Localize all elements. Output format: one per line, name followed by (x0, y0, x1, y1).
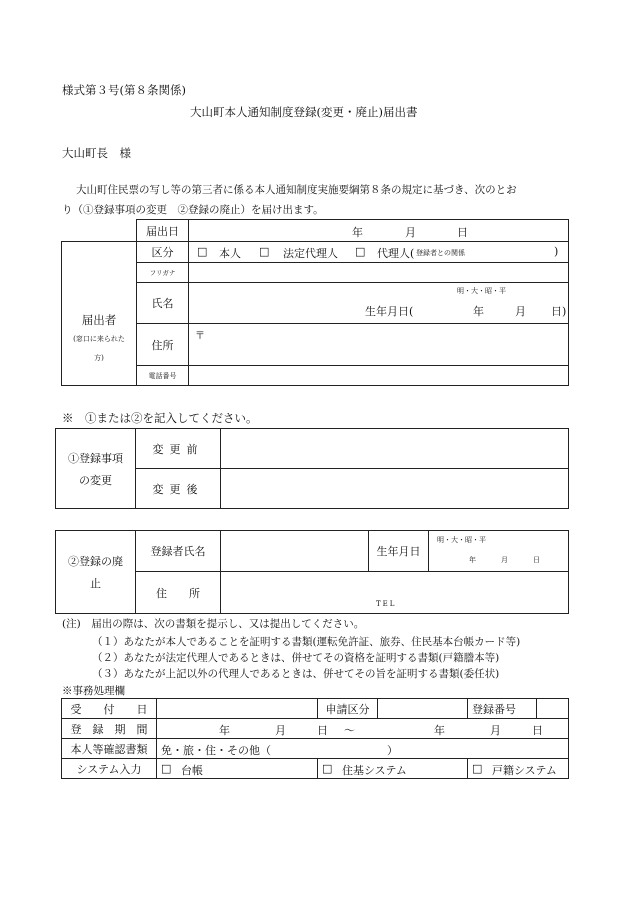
furigana-label: フリガナ (137, 263, 189, 283)
system-juki: 住基システム (342, 764, 407, 777)
registrant-name-field[interactable] (221, 531, 369, 572)
system-input-label: システム入力 (62, 759, 157, 779)
notifier-label: 届出者 (81, 313, 117, 327)
change-label-1: ①登録事項 (68, 451, 123, 465)
abolish-table (55, 530, 569, 614)
option-legal-rep: 法定代理人 (283, 247, 338, 260)
abolish-birth-field[interactable] (429, 531, 569, 572)
abolish-day: 日 (533, 556, 540, 564)
period-end-day: 日 (532, 724, 543, 737)
period-start-month: 月 (275, 724, 286, 737)
tel-label: TEL (376, 600, 397, 608)
furigana-field[interactable] (189, 263, 569, 283)
phone-label: 電話番号 (137, 366, 189, 386)
before-field[interactable] (221, 429, 569, 469)
registration-number-label: 登録番号 (472, 703, 516, 716)
notifier-label-cell (62, 242, 137, 386)
notifier-table (61, 219, 569, 386)
notes-item-2: （２）あなたが法定代理人であるときは、併せてその資格を証明する書類(戸籍謄本等) (92, 652, 500, 664)
before-label: 変更前 (136, 429, 221, 469)
option-self: 本人 (219, 247, 241, 260)
period-end-month: 月 (490, 724, 501, 737)
date-label: 届出日 (137, 220, 189, 242)
form-title: 大山町本人通知制度登録(変更・廃止)届出書 (190, 105, 418, 119)
office-heading: ※事務処理欄 (62, 685, 125, 697)
period-end-year: 年 (434, 724, 445, 737)
system-koseki-cell[interactable] (468, 759, 569, 779)
period-start-year: 年 (219, 724, 230, 737)
checkbox-legal-rep[interactable]: □ (259, 245, 270, 258)
date-day: 日 (457, 226, 468, 239)
period-field[interactable] (157, 719, 569, 739)
address-field[interactable] (189, 324, 569, 366)
name-era: 明・大・昭・平 (457, 287, 506, 295)
abolish-label-1: ②登録の廃 (68, 555, 123, 568)
notifier-sub-1: (窓口に来られた (73, 335, 125, 343)
birth-label: 生年月日( (365, 305, 414, 318)
reception-label: 受 付 日 (62, 699, 157, 719)
category-label: 区分 (137, 242, 189, 263)
id-docs-field[interactable] (157, 739, 569, 759)
abolish-label-cell (56, 531, 136, 614)
select-note: ※ ①または②を記入してください。 (62, 411, 258, 425)
application-type-label: 申請区分 (318, 699, 378, 719)
date-month: 月 (405, 226, 416, 239)
abolish-address-label: 住 所 (136, 572, 221, 614)
system-ledger: 台帳 (181, 764, 203, 777)
abolish-label-2: 止 (90, 577, 101, 590)
registration-number-cell[interactable] (468, 699, 569, 719)
registrant-name-label: 登録者氏名 (136, 531, 221, 572)
intro-line-1: 大山町住民票の写し等の第三者に係る本人通知制度実施要綱第８条の規定に基づき、次のとお (76, 184, 517, 196)
abolish-era: 明・大・昭・平 (437, 536, 486, 544)
postal-mark: 〒 (195, 331, 205, 342)
system-koseki: 戸籍システム (492, 764, 557, 777)
checkbox-ledger[interactable]: □ (161, 762, 172, 775)
name-field[interactable] (189, 283, 569, 324)
option-agent-close: ) (554, 245, 559, 258)
form-number: 様式第３号(第８条関係) (62, 83, 186, 97)
system-juki-cell[interactable] (318, 759, 468, 779)
reception-field[interactable] (157, 699, 318, 719)
option-agent: 代理人( (377, 247, 415, 260)
after-label: 変更後 (136, 469, 221, 509)
period-tilde: ～ (344, 724, 355, 737)
birth-day: 日) (551, 305, 567, 318)
checkbox-juki[interactable]: □ (322, 762, 333, 775)
application-type-field[interactable] (378, 699, 468, 719)
checkbox-koseki[interactable]: □ (472, 762, 483, 775)
abolish-year: 年 (469, 556, 476, 564)
period-start-day: 日 (317, 724, 328, 737)
notifier-sub-2: 方) (94, 354, 104, 362)
checkbox-agent[interactable]: □ (355, 245, 366, 258)
abolish-birth-label: 生年月日 (369, 531, 429, 572)
addressee: 大山町長 様 (62, 146, 131, 160)
id-docs-close: ） (387, 744, 398, 757)
category-options (189, 242, 569, 263)
birth-month: 月 (515, 305, 526, 318)
registration-number-divider (536, 699, 537, 719)
phone-field[interactable] (189, 366, 569, 386)
intro-line-2: り（①登録事項の変更 ②登録の廃止）を届け出ます。 (62, 204, 324, 216)
office-table (61, 698, 569, 779)
blank-cell (62, 220, 137, 242)
checkbox-self[interactable]: □ (197, 245, 208, 258)
name-label: 氏名 (137, 283, 189, 324)
change-table (55, 428, 569, 509)
notes-item-3: （３）あなたが上記以外の代理人であるときは、併せてその旨を証明する書類(委任状) (92, 668, 500, 680)
change-label-2: の変更 (79, 473, 112, 487)
abolish-address-field[interactable] (221, 572, 569, 614)
birth-year: 年 (473, 305, 484, 318)
option-agent-relation: 登録者との関係 (416, 249, 465, 257)
period-label: 登 録 期 間 (62, 719, 157, 739)
notes-item-1: （１）あなたが本人であることを証明する書類(運転免許証、旅券、住民基本台帳カード等) (92, 636, 521, 648)
abolish-month: 月 (501, 556, 508, 564)
id-docs-label: 本人等確認書類 (62, 739, 157, 759)
system-ledger-cell[interactable] (157, 759, 318, 779)
change-label-cell (56, 429, 136, 509)
id-docs-value: 免・旅・住・その他（ (161, 744, 271, 757)
address-label: 住所 (137, 324, 189, 366)
date-year: 年 (352, 226, 363, 239)
date-field[interactable] (189, 220, 569, 242)
notes-heading: (注) 届出の際は、次の書類を提示し、又は提出してください。 (62, 618, 365, 630)
after-field[interactable] (221, 469, 569, 509)
